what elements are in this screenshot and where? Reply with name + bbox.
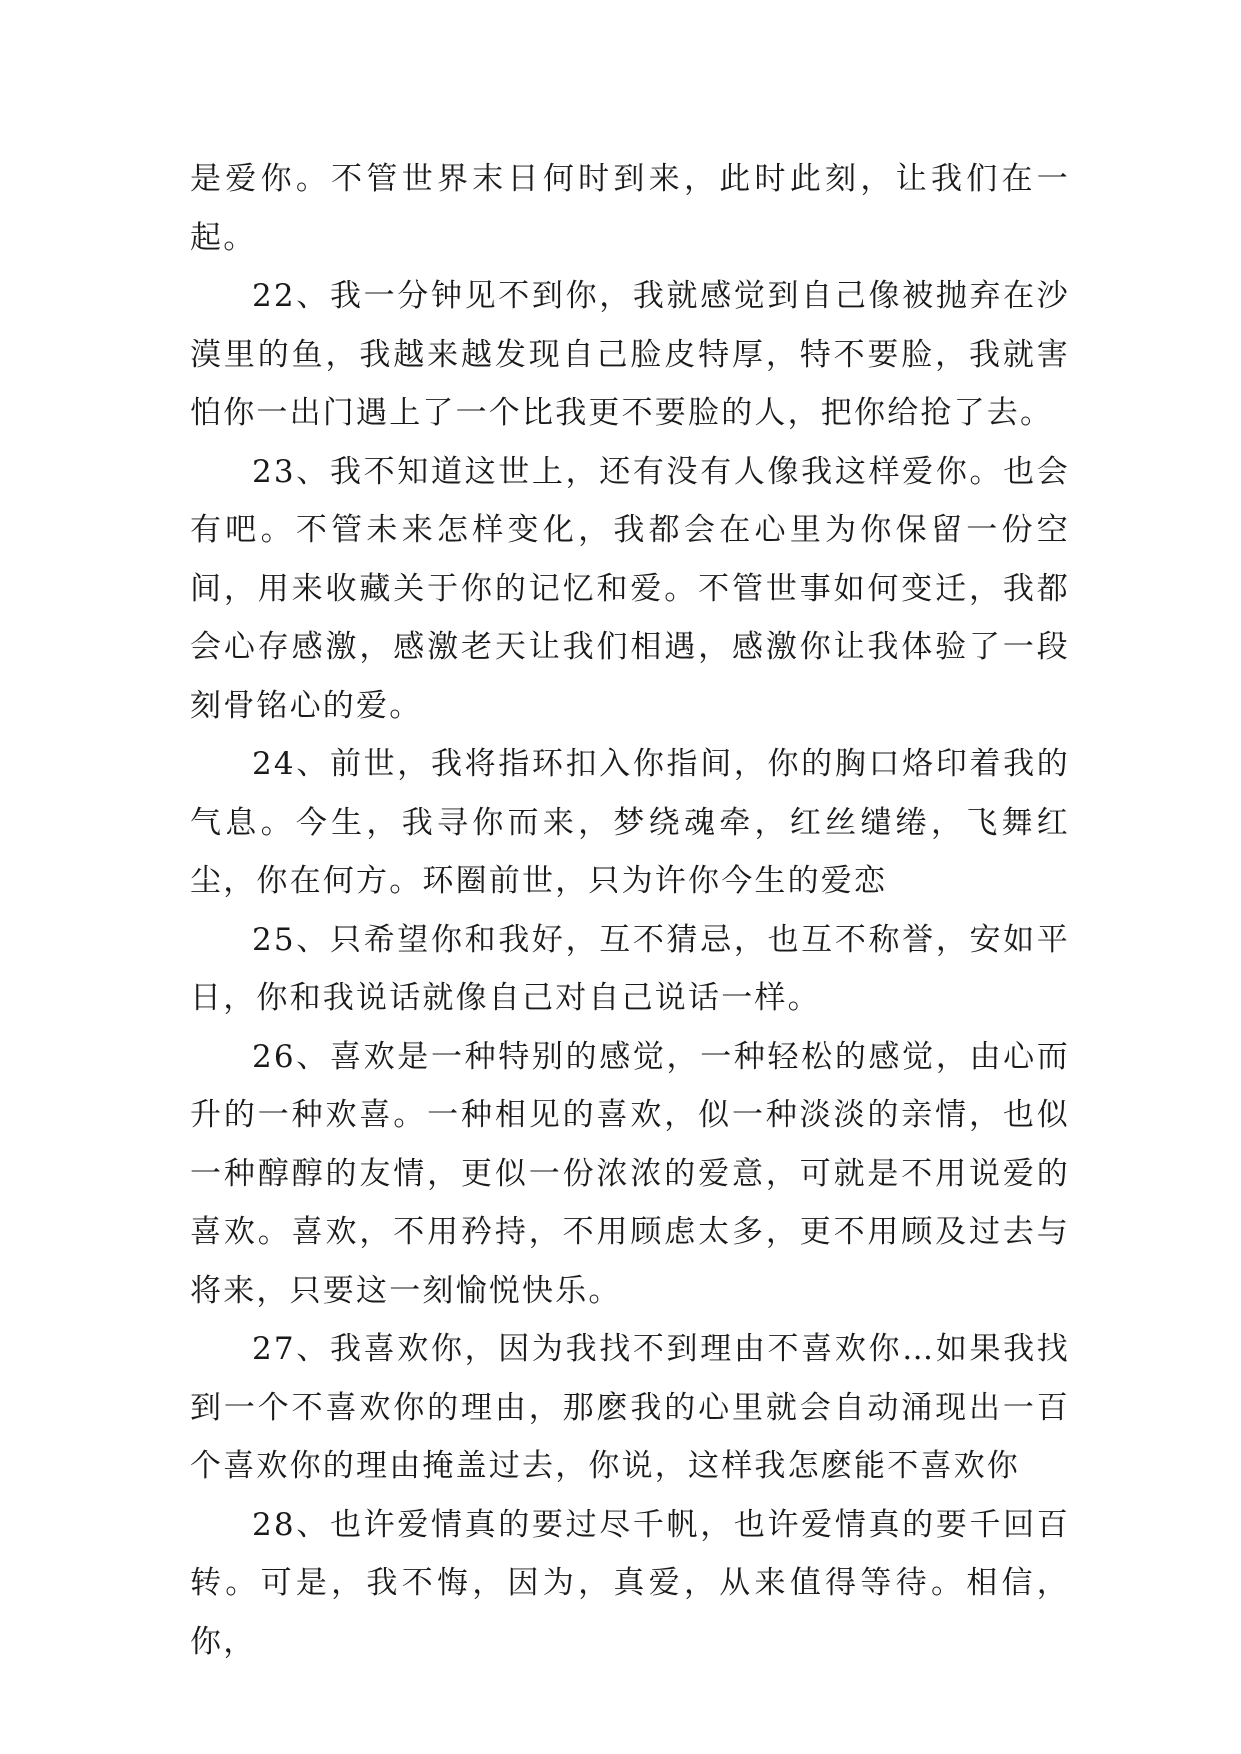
paragraph-22: 22、我一分钟见不到你，我就感觉到自己像被抛弃在沙漠里的鱼，我越来越发现自己脸皮特厚，特不要脸，我就害怕你一出门遇上了一个比我更不要脸的人，把你给抢了去。 (190, 278, 1070, 431)
paragraph-24: 24、前世，我将指环扣入你指间，你的胸口烙印着我的气息。今生，我寻你而来，梦绕魂牵，红丝缱绻，飞舞红尘，你在何方。环圈前世，只为许你今生的爱恋 (190, 746, 1070, 899)
paragraph-27: 27、我喜欢你，因为我找不到理由不喜欢你…如果我找到一个不喜欢你的理由，那麽我的心里就会自动涌现出一百个喜欢你的理由掩盖过去，你说，这样我怎麽能不喜欢你 (190, 1331, 1070, 1484)
paragraph-continuation: 是爱你。不管世界末日何时到来，此时此刻，让我们在一起。 (190, 161, 1070, 256)
paragraph-23: 23、我不知道这世上，还有没有人像我这样爱你。也会有吧。不管未来怎样变化，我都会在心里为你保留一份空间，用来收藏关于你的记忆和爱。不管世事如何变迁，我都会心存感激，感激老天让我们相遇，感激你让我体验了一段刻骨铭心的爱。 (190, 453, 1070, 724)
paragraph-28: 28、也许爱情真的要过尽千帆，也许爱情真的要千回百转。可是，我不悔，因为，真爱，从来值得等待。相信，你， (190, 1506, 1070, 1660)
document-page (190, 150, 1070, 1671)
paragraph-25: 25、只希望你和我好，互不猜忌，也互不称誉，安如平日，你和我说话就像自己对自己说话一样。 (190, 921, 1070, 1016)
paragraph-26: 26、喜欢是一种特别的感觉，一种轻松的感觉，由心而升的一种欢喜。一种相见的喜欢，似一种淡淡的亲情，也似一种醇醇的友情，更似一份浓浓的爱意，可就是不用说爱的喜欢。喜欢，不用矜持，不用顾虑太多，更不用顾及过去与将来，只要这一刻愉悦快乐。 (190, 1038, 1070, 1309)
